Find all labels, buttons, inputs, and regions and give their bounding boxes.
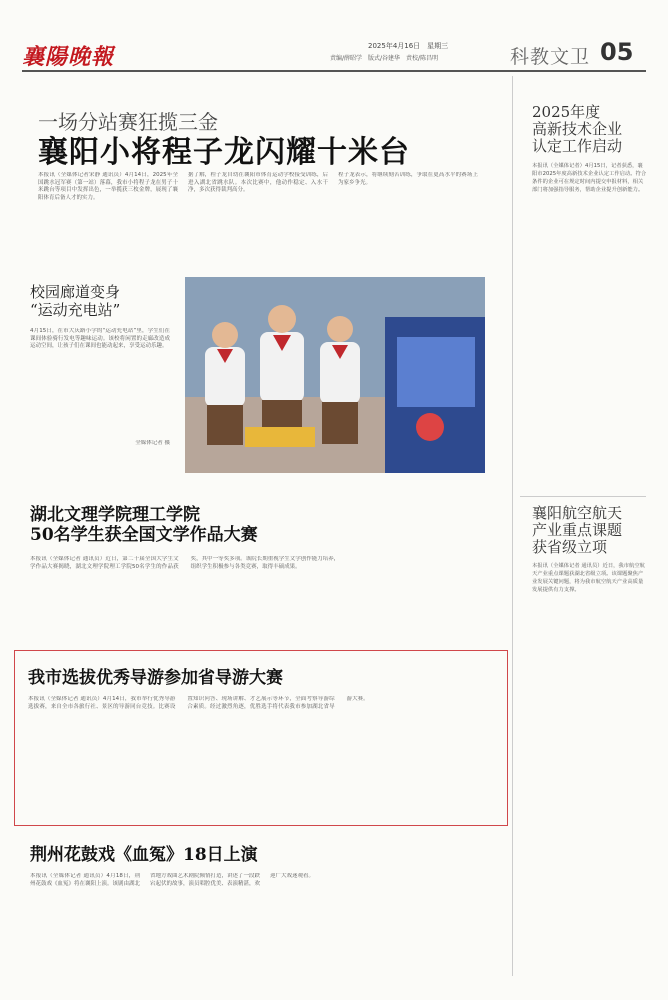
issue-date: 2025年4月16日 星期三 [368, 42, 449, 50]
masthead-logo: 襄陽晚報 [22, 44, 115, 70]
feature-credit: 全媒体记者 摄 [135, 440, 170, 446]
section-name: 科教文卫 [510, 46, 591, 68]
opera-title: 荆州花鼓戏《血冤》18日上演 [30, 845, 258, 865]
guide-title: 我市选拔优秀导游参加省导游大赛 [28, 668, 283, 688]
right1-body: 本报讯（全媒体记者）4月15日，记者获悉，襄阳市2025年度高新技术企业认定工作启动。符合条件的企业可在规定时间内提交申报材料，相关部门将加强指导服务，帮助企业提升创新能力。 [532, 163, 647, 193]
editor-credits: 责编/薛昭学 版式/谷建华 责校/陈昌明 [330, 55, 439, 62]
right2-body: 本报讯（全媒体记者 通讯员）近日，我市航空航天产业重点课题获湖北省级立项。该课题聚焦产业发展关键问题，将为我市航空航天产业高质量发展提供有力支撑。 [532, 563, 645, 593]
lead-body-col3: 程子龙表示，将继续刻苦训练，争取在更高水平的赛场上为家乡争光。 [338, 172, 478, 186]
opera-body: 本报讯（全媒体记者 通讯员）4月18日，荆州花鼓戏《血冤》将在襄阳上演。该剧由湖北省地方戏曲艺术剧院倾情打造，讲述了一段跌宕起伏的故事，演员唱腔优美、表演精湛，欢迎广大戏迷观看。 [30, 873, 315, 887]
page-number: 05 [600, 38, 634, 66]
feature-title: 校园廊道变身 “运动充电站” [30, 283, 121, 319]
lead-body-col2: 据了解，程子龙自幼在襄阳市体育运动学校接受训练，后进入湖北省跳水队。本次比赛中，他动作稳定、入水干净，多次获得裁判高分。 [188, 172, 328, 194]
lead-headline: 襄阳小将程子龙闪耀十米台 [38, 135, 410, 170]
feature-photo [185, 277, 485, 473]
guide-body: 本报讯（全媒体记者 通讯员）4月14日，我市举行优秀导游选拔赛，来自全市各旅行社、景区的导游同台竞技。比赛设置知识问答、现场讲解、才艺展示等环节，全面考察导游综合素质。经过激烈角逐，优胜选手将代表我市参加湖北省导游大赛。 [28, 696, 369, 710]
feature-body: 4月15日，在市大庆路小学的“运动充电站”里，学生们在课间体验骑行发电等趣味运动。该校将闲置的走廊改造成运动空间，让孩子们在课间也能动起来，享受运动乐趣。 [30, 328, 170, 350]
college-body: 本报讯（全媒体记者 通讯员）近日，第二十届全国大学生文学作品大赛揭晓，湖北文理学院理工学院50名学生的作品获奖，其中一等奖多项。该院长期重视学生文学创作能力培养，组织学生积极参与各类竞赛，取得丰硕成果。 [30, 556, 340, 570]
right2-title: 襄阳航空航天 产业重点课题 获省级立项 [532, 504, 623, 556]
right1-title: 2025年度 高新技术企业 认定工作启动 [532, 103, 623, 155]
right-divider [520, 496, 646, 497]
column-divider [512, 76, 513, 976]
lead-body-col1: 本报讯（全媒体记者宋静 通讯员）4月14日，2025年全国跳水冠军赛（第一站）落幕，我市小将程子龙在男子十米跳台等项目中发挥出色，一举揽获三枚金牌，展现了襄阳体育后备人才的实力。 [38, 172, 178, 201]
college-title-line2: 50名学生获全国文学作品大赛 [30, 525, 258, 545]
header-rule [22, 70, 646, 72]
lead-kicker: 一场分站赛狂揽三金 [38, 110, 218, 134]
college-title-line1: 湖北文理学院理工学院 [30, 505, 200, 525]
